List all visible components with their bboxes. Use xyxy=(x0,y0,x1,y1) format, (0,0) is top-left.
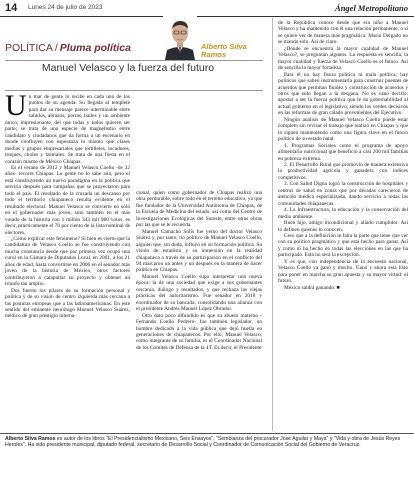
paragraph: México saldrá ganando. ■ xyxy=(284,284,340,291)
drop-cap: U xyxy=(5,94,27,122)
column-divider xyxy=(272,18,273,431)
paragraph: Para él no hay fisura política ni mala política; hay políticos que saben instrumentarla para construir puentes de acuerdos que permitan fluidez y construcción de acuerdos y otros que solo llegan a la desgana. No es vano decirlo: apostar a ser la fuerza política que le da gobernabilidad al actual gobierno en el legislativo, siendo los verdes decisivos en las reformas de gran calado provenientes del Ejecutivo. xyxy=(278,71,408,117)
footer-rule xyxy=(0,433,414,434)
article-column-1 xyxy=(5,94,130,430)
column-name: Pluma política xyxy=(59,42,131,54)
section-separator: / xyxy=(54,42,58,54)
title-rule-top xyxy=(5,60,263,61)
title-rule-bottom xyxy=(5,90,263,91)
paragraph: Buen hijo, amigo incondicional y aliado cumplidor. Así lo definen quienes lo conocen. xyxy=(278,220,408,233)
paragraph: Creo que a la definición le falta la parte que tiene que ver con su político pragmático y que está hecho para ganar. Así y como ni ha hecho en todas las elecciones en las que ha participado. Esta no será la excepción. xyxy=(278,232,408,259)
paragraph: 3. Con Salud Digna logró la construcción de hospitales y centros de salud en zonas que por décadas carecieron de atención médica especializada, dando servicio a todas las comunidades chiapanecas. xyxy=(278,181,408,207)
section-label xyxy=(5,42,131,54)
paragraph: 4. La Infraestructura, la educación y la conservación del medio ambiente. xyxy=(278,207,408,220)
paragraph: Un mar de gente lo recibe en cada uno de los puntos de su agenda. Su llegada al templete para dar su mensaje parece interminable entre saludos, abrazos, porras, bailes y un ambiente único, impresionante, del que todas y todos quieren ser parte; se trata de una especie de magnetismo entre candidato y ciudadanos que da forma a un escenario en donde confluyen con esperanza lo mismo que clases medias y grupos empresariales que tortilleles, locadores, troques, choles y tzentales. Se trata de una fiesta en el corazón mismo de México Chiapas. xyxy=(5,94,130,165)
author-portrait-image xyxy=(163,16,197,60)
paragraph: Y es que, con independencia de la encuesta nacional, Velasco Coello ya ganó y mucho. Ganó y ahora está listo para poner en marcha su gran apuesta y su mayor virtud: el futuro. xyxy=(278,258,408,285)
author-bio-text: es autor de los libros "El Presidencialismo Mexicano, Seis Ensayos", "Semblanza del procurador José Aguilar y Maya" y "Vida y obra de Jesús Reyes Heroles". Ha sido presidente municipal, diputado federal, secretario de Desarrollo Social y Coordinador de Comunicación Social del Gobierno de Veracruz. xyxy=(5,436,401,449)
paragraph: ¿Cómo explicar este fenómeno? Si bien es cierto que la candidatura de Velasco Coello se fue construyendo con mucha constancia desde que por primera vez ocupó una curul en la Cámara de Diputados Local, en 2001, a los 21 años de edad, hasta convertirse en 2006 en el senador más joven de la historia de México, otros factores contribuyeron a catapultar su proyecto y obtener un triunfo tan amplio. xyxy=(5,235,130,288)
paragraph: 2. El Desarrollo Rural que promovió de manera extensiva la productividad agrícola y ganadera con índices competitivos. xyxy=(278,161,408,181)
section-name: POLÍTICA xyxy=(5,42,53,54)
paragraph: ¿Dónde se encuentra la mayor cualidad de Manuel Velasco?, se preguntan algunos. La respuesta es sencilla, la mayor cualidad y fuerza de Velasco Coello es el futuro. Así de sencilla la mayor fortaleza. xyxy=(278,45,408,72)
paragraph: Manuel Camacho Solís fue yerno del doctor Velasco Suárez y, por tanto, tío político de Manuel Velasco Coello, alguien que, sin duda, influyó en su formación política. Su visión de estadista y su inmersión en la realidad chiapaneca a través de su participación en el conflicto del 94 marcaron un antes y un después en la manera de hacer política en Chiapas. xyxy=(136,228,262,274)
paragraph: Ningún análisis de Manuel Velasco Coello puede estar completo sin revisar el trabajo que realizó en Chiapas y que lo siguen manteniendo como una figura clave en el futuro político de su estado natal. xyxy=(278,116,408,143)
author-bio xyxy=(5,436,409,449)
author-bio-name: Alberto Silva Ramos xyxy=(5,436,56,442)
paragraph: cional, quien como gobernador de Chiapas realizó una obra perdurable, sobre todo en el terreno educativo, ya que fue fundador de la Universidad Autónoma de Chiapas, de la Escuela de Medicina del estado, así como del Centro de Investigaciones Ecológicas del Sureste, entre otras obras por las que se le recuerda. xyxy=(136,190,262,229)
issue-date: Lunes 24 de julio de 2023 xyxy=(28,4,103,11)
author-name: Alberto Silva Ramos xyxy=(201,42,247,59)
article-column-2 xyxy=(136,190,262,430)
article-title: Manuel Velasco y la fuerza del futuro xyxy=(41,62,215,74)
paragraph: Manuel Velasco Coello supo interpretar una nueva época: la de una sociedad que exige a sus gobernantes cercanía, diálogo y resultados, y que rechaza las viejas prácticas del autoritarismo. Fue senador en 2018 y coordinador de su bancada, consolidando una alianza con el presidente Andrés Manuel López Obrador. xyxy=(136,273,262,313)
author-photo xyxy=(163,16,197,60)
article-column-3 xyxy=(278,20,408,430)
paragraph: 1. Programas Sociales como el programa de apoyo alimentario nutricional que benefició a casi 200 mil familias en pobreza extrema. xyxy=(278,142,408,162)
paragraph: Dos fueron los pilares de su formación personal y política y de su visión de centro izquierda más cercana a las posturas europeas que a las latinoamericanas. En este sentido del eminente neurólogo Manuel Velasco Suárez, médico de gran prestigio interna- xyxy=(5,287,130,320)
header-rule xyxy=(0,16,414,17)
paragraph: Es el verano de 2012 y Manuel Velasco Coello -de 32 años- recorre Chiapas. Lo gente no lo sabe aún, pero el está construyendo un nuevo paradigma en la política que serviría después para campañas que se proyectaron para todo el país. El resultado de la cruzada un descanso por todo el territorio chiapaneco resulta evidente en el resultado electoral: Manuel Velasco se convierte no sólo en el gobernador más joven, sino también en el más votado de la historia con 1 millón 343 mil 980 votos, es decir, prácticamente el 70 por ciento de la lista nominal de electores. xyxy=(5,164,130,236)
page-number: 14 xyxy=(5,2,18,14)
paragraph: Otro dato poco difundido es que su abuelo materno -Fernando Coello Pedrero- fue también legislador, un hombre dedicado a la vida pública que dejó huella en generaciones de chiapanecos. Por ello, Manuel Velasco, como integrante de su familia, es el Coordinador Nacional de los Comités de Defensa de la 4T. Es decir, el Presidente xyxy=(136,312,262,351)
paragraph: de la República conoce desde que era niño a Manuel Velasco y ha mantenido con él una relación permanente, o sí se quiere ver de manera más pragmática: Mario Delgado no se manda solo. Así de claro. xyxy=(278,20,408,46)
publication-name: Ángel Metropolitano xyxy=(335,3,408,13)
